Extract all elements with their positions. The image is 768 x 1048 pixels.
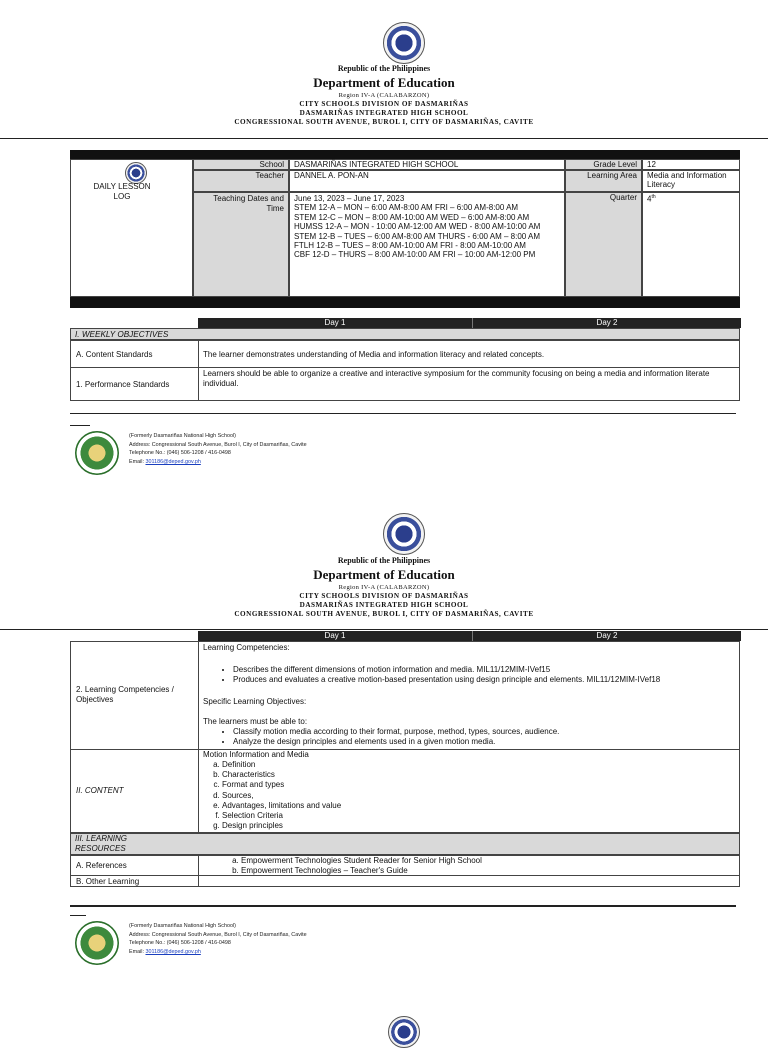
other-learning-content — [198, 875, 740, 887]
grade-level-label: Grade Level — [565, 159, 642, 170]
footer-divider-p1 — [70, 413, 736, 414]
department-title-p2: Department of Education — [313, 567, 455, 582]
weekly-objectives-row — [70, 328, 740, 340]
schedule-stem12c: STEM 12-C – MON – 8:00 AM-10:00 AM WED – 6:00 AM-8:00 AM — [294, 212, 530, 222]
footer-text-p2 — [129, 922, 307, 956]
footer-tick-p2 — [70, 915, 86, 916]
day1-header-p1: Day 1 — [198, 318, 472, 328]
competency-item: • Produces and evaluates a creative motion-based presentation using design principle and elements. MIL11/12MIM-IVef18 — [233, 675, 763, 684]
content-standards-label: A. Content Standards — [70, 340, 199, 368]
content-item: e. Advantages, limitations and value — [222, 801, 341, 811]
footer-tick-p1 — [70, 425, 90, 426]
dates-range: June 13, 2023 – June 17, 2023 — [294, 194, 405, 203]
content-label: II. CONTENT — [70, 749, 199, 833]
schedule-cbf12d: CBF 12-D – THURS – 8:00 AM-10:00 AM FRI – 10:00 AM-12:00 PM — [294, 250, 536, 260]
school-value: DASMARIÑAS INTEGRATED HIGH SCHOOL — [289, 159, 565, 170]
competencies-list — [203, 665, 763, 685]
footer-divider-p2 — [70, 905, 736, 907]
quarter-suffix: th — [651, 194, 656, 200]
republic-title: Republic of the Philippines — [337, 64, 431, 73]
objective-item: • Classify motion media according to their format, purpose, method, types, sources, audience. — [233, 727, 763, 737]
header-divider-p2 — [0, 629, 768, 630]
content-cell — [198, 749, 740, 833]
performance-standards-label: 1. Performance Standards — [70, 367, 199, 401]
footer-telephone: Telephone No.: (046) 506-1208 / 416-0498 — [129, 940, 231, 947]
school-line-p2: DASMARIÑAS INTEGRATED HIGH SCHOOL — [299, 601, 469, 609]
content-item: g. Design principles — [222, 821, 341, 831]
dates-label: Teaching Dates and Time — [193, 192, 289, 297]
footer-formerly: (Formerly Dasmariñas National High School) — [129, 923, 236, 929]
day2-header-p2: Day 2 — [472, 631, 741, 641]
day1-header-p2: Day 1 — [198, 631, 472, 641]
dihs-school-logo-icon-p2 — [75, 921, 119, 965]
performance-standards-text: Learners should be able to organize a creative and interactive symposium for the community focusing on being a media and information literate individual. — [198, 367, 740, 401]
schedule-humss12a: HUMSS 12-A – MON - 10:00 AM-12:00 AM WED - 8:00 AM-10:00 AM — [294, 222, 541, 232]
header-divider — [0, 138, 768, 139]
footer-email-line: Email: 301186@deped.gov.ph — [129, 458, 201, 465]
content-item: b. Characteristics — [222, 770, 341, 780]
footer-text-p1 — [129, 432, 307, 466]
other-learning-label: B. Other Learning — [70, 875, 199, 887]
footer-email-line: Email: 301186@deped.gov.ph — [129, 948, 201, 955]
learning-resources-label: III. LEARNING RESOURCES — [75, 834, 128, 853]
content-heading: Motion Information and Media — [203, 750, 309, 759]
deped-seal-small-icon — [125, 162, 147, 184]
address-line-p2: CONGRESSIONAL SOUTH AVENUE, BUROL I, CITY OF DASMARIÑAS, CAVITE — [234, 610, 534, 618]
weekly-objectives-label: I. WEEKLY OBJECTIVES — [75, 330, 169, 339]
reference-item: a. Empowerment Technologies Student Reader for Senior High School — [241, 856, 482, 866]
log-cell — [70, 159, 193, 297]
schedule-ftlh12b: FTLH 12-B – TUES – 8:00 AM-10:00 AM FRI - 8:00 AM-10:00 AM — [294, 241, 526, 251]
region-line-p2: Region IV-A (CALABARZON) — [338, 584, 430, 591]
competencies-label: 2. Learning Competencies / Objectives — [70, 641, 199, 750]
grade-level-value: 12 — [642, 159, 740, 170]
content-item: f. Selection Criteria — [222, 811, 341, 821]
teacher-label: Teacher — [193, 170, 289, 192]
specific-objectives-heading: Specific Learning Objectives: — [203, 697, 307, 706]
competencies-heading: Learning Competencies: — [203, 643, 290, 652]
objectives-list — [203, 727, 763, 747]
footer-address: Address: Congressional South Avenue, Burol I, City of Dasmariñas, Cavite — [129, 441, 307, 448]
department-title: Department of Education — [313, 75, 455, 90]
competencies-content — [198, 641, 740, 750]
learning-area-label: Learning Area — [565, 170, 642, 192]
schedule-stem12b: STEM 12-B – TUES – 6:00 AM-8:00 AM THURS - 6:00 AM – 8:00 AM — [294, 231, 541, 241]
learning-resources-row — [70, 833, 740, 855]
daily-lesson-log-label: DAILY LESSON LOG — [93, 182, 151, 201]
day2-header-p1: Day 2 — [472, 318, 741, 328]
content-item: d. Sources, — [222, 791, 341, 801]
school-label: School — [193, 159, 289, 170]
footer-telephone: Telephone No.: (046) 506-1208 / 416-0498 — [129, 450, 231, 457]
references-list — [211, 856, 482, 875]
footer-address: Address: Congressional South Avenue, Burol I, City of Dasmariñas, Cavite — [129, 931, 307, 938]
address-line: CONGRESSIONAL SOUTH AVENUE, BUROL I, CITY OF DASMARIÑAS, CAVITE — [234, 118, 534, 126]
schedule-stem12a: STEM 12-A – MON – 6:00 AM-8:00 AM FRI – 6:00 AM-8:00 AM — [294, 203, 519, 213]
quarter-label: Quarter — [565, 192, 642, 297]
objective-item: • Analyze the design principles and elements used in a given motion media. — [233, 737, 763, 747]
competency-item: • Describes the different dimensions of motion information and media. MIL11/12MIM-IVef15 — [233, 665, 763, 674]
references-label: A. References — [70, 855, 199, 876]
content-item: c. Format and types — [222, 780, 341, 790]
content-standards-text: The learner demonstrates understanding of Media and information literacy and related concepts. — [198, 340, 740, 368]
footer-email-link[interactable]: 301186@deped.gov.ph — [145, 458, 201, 465]
references-content — [198, 855, 740, 876]
reference-item: b. Empowerment Technologies – Teacher's Guide — [241, 866, 482, 876]
content-item: a. Definition — [222, 760, 341, 770]
division-line-p2: CITY SCHOOLS DIVISION OF DASMARIÑAS — [299, 592, 469, 600]
info-bottom-bar — [70, 297, 740, 308]
content-items-list — [203, 760, 341, 831]
dihs-school-logo-icon — [75, 431, 119, 475]
info-top-bar — [70, 150, 740, 159]
quarter-value: 4th — [642, 192, 740, 297]
learning-area-value: Media and Information Literacy — [642, 170, 740, 192]
footer-formerly: (Formerly Dasmariñas National High School) — [129, 433, 236, 439]
learners-intro: The learners must be able to: — [203, 717, 308, 726]
teacher-value: DANNEL A. PON-AN — [289, 170, 565, 192]
dates-value — [289, 192, 565, 297]
region-line: Region IV-A (CALABARZON) — [338, 92, 430, 99]
deped-seal-icon — [383, 22, 425, 64]
school-line: DASMARIÑAS INTEGRATED HIGH SCHOOL — [299, 109, 469, 117]
footer-email-link[interactable]: 301186@deped.gov.ph — [145, 948, 201, 955]
deped-seal-icon-p3 — [388, 1016, 420, 1048]
republic-title-p2: Republic of the Philippines — [337, 556, 431, 565]
deped-seal-icon-p2 — [383, 513, 425, 555]
division-line: CITY SCHOOLS DIVISION OF DASMARIÑAS — [299, 100, 469, 108]
